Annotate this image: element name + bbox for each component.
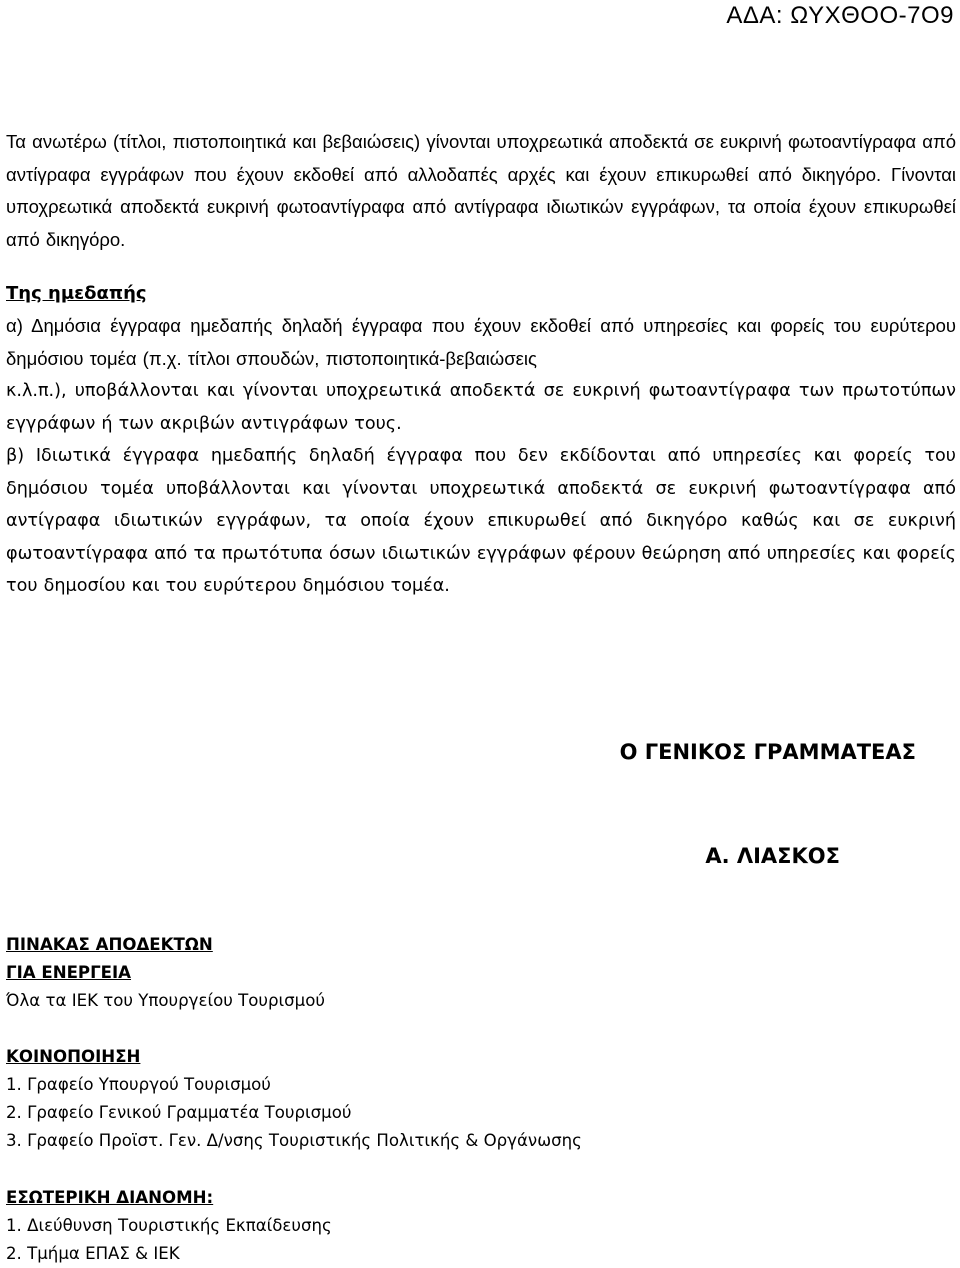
internal-distribution-block [6, 1184, 332, 1268]
domestic-heading: Της ημεδαπής [6, 283, 147, 304]
spacer [6, 256, 956, 278]
list-item: 1. Διεύθυνση Τουριστικής Εκπαίδευσης [6, 1216, 332, 1235]
item-a-public-documents: α) Δημόσια έγγραφα ημεδαπής δηλαδή έγγραφα που έχουν εκδοθεί από υπηρεσίες και φορείς του ευρύτερου δημόσιου τομέα (π.χ. τίτλοι σπουδών, πιστοποιητικά-βεβαιώσεις [6, 315, 956, 369]
notification-block [6, 1043, 582, 1155]
ada-code: ΑΔΑ: ΩΥΧΘΟΟ-7Ο9 [726, 2, 954, 29]
internal-heading: ΕΣΩΤΕΡΙΚΗ ΔΙΑΝΟΜΗ: [6, 1188, 214, 1207]
notification-heading: ΚΟΙΝΟΠΟΙΗΣΗ [6, 1047, 141, 1066]
list-item: 1. Γραφείο Υπουργού Τουρισμού [6, 1075, 271, 1094]
distribution-block [6, 931, 325, 1015]
paragraph-foreign-documents: Τα ανωτέρω (τίτλοι, πιστοποιητικά και βεβαιώσεις) γίνονται υποχρεωτικά αποδεκτά σε ευκρινή φωτοαντίγραφα από αντίγραφα εγγράφων που έχουν εκδοθεί από αλλοδαπές αρχές και έχουν επικυρωθεί από δικηγόρο. Γίνονται υποχρεωτικά αποδεκτά ευκρινή φωτοαντίγραφα από αντίγραφα ιδιωτικών εγγράφων, τα οποία έχουν επικυρωθεί από δικηγόρο. [6, 131, 956, 250]
signature-name: Α. ΛΙΑΣΚΟΣ [705, 844, 840, 868]
action-recipient: Όλα τα ΙΕΚ του Υπουργείου Τουρισμού [6, 991, 325, 1010]
list-item: 3. Γραφείο Προϊστ. Γεν. Δ/νσης Τουριστικής Πολιτικής & Οργάνωσης [6, 1131, 582, 1150]
list-item: 2. Τμήμα ΕΠΑΣ & ΙΕΚ [6, 1244, 180, 1263]
list-item: 2. Γραφείο Γενικού Γραμματέα Τουρισμού [6, 1103, 352, 1122]
signature-title: Ο ΓΕΝΙΚΟΣ ΓΡΑΜΜΑΤΕΑΣ [619, 740, 916, 764]
action-heading: ΓΙΑ ΕΝΕΡΓΕΙΑ [6, 963, 132, 982]
item-b-private-documents: β) Ιδιωτικά έγγραφα ημεδαπής δηλαδή έγγραφα που δεν εκδίδονται από υπηρεσίες και φορείς του δημόσιου τομέα υποβάλλονται και γίνονται υποχρεωτικά αποδεκτά σε ευκρινή φωτοαντίγραφα από αντίγραφα ιδιωτικών εγγράφων, τα οποία έχουν επικυρωθεί από δικηγόρο καθώς και σε ευκρινή φωτοαντίγραφα από τα πρωτότυπα όσων ιδιωτικών εγγράφων φέρουν θεώρηση από υπηρεσίες και φορείς του δημοσίου και του ευρύτερου δημόσιου τομέα. [6, 446, 956, 596]
document-body [6, 126, 956, 603]
recipients-heading: ΠΙΝΑΚΑΣ ΑΠΟΔΕΚΤΩΝ [6, 935, 213, 954]
item-a-continuation: κ.λ.π.), υποβάλλονται και γίνονται υποχρεωτικά αποδεκτά σε ευκρινή φωτοαντίγραφα των πρωτοτύπων εγγράφων ή των ακριβών αντιγράφων τους. [6, 381, 956, 434]
